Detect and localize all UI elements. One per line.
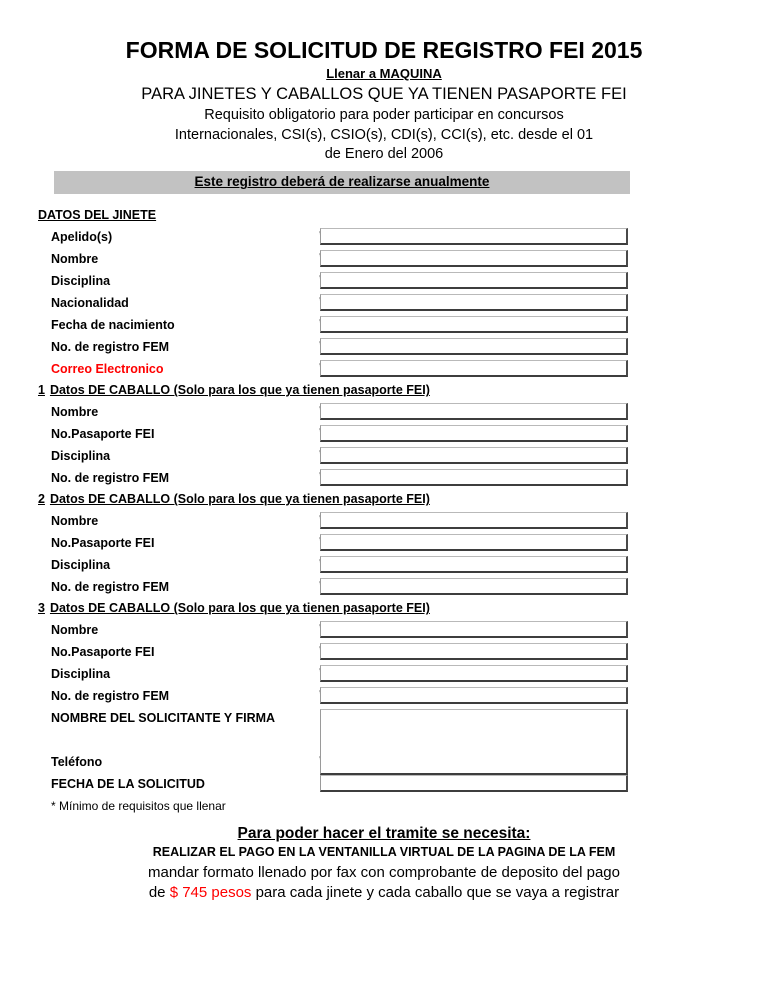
form-row	[38, 270, 768, 292]
field-label-horse3-disciplina: Disciplina	[51, 666, 111, 681]
input-fecha-solicitud[interactable]	[320, 775, 628, 792]
input-horse1-pasaporte[interactable]	[320, 425, 628, 442]
footer-line-2	[0, 883, 768, 903]
field-label-horse2-disciplina: Disciplina	[51, 557, 111, 572]
field-label-horse1-disciplina: Disciplina	[51, 448, 111, 463]
section-heading-rider	[38, 205, 768, 226]
subtitle-requisito-line1: Requisito obligatorio para poder participar en concursos	[204, 107, 564, 124]
footer-instructions	[0, 825, 768, 904]
input-horse2-registro-fem[interactable]	[320, 578, 628, 595]
form-row	[38, 685, 768, 707]
annual-notice-banner	[54, 171, 630, 194]
annual-notice-text: Este registro deberá de realizarse anualmente	[194, 174, 490, 190]
form-row	[38, 226, 768, 248]
form-row	[38, 336, 768, 358]
input-nombre-jinete[interactable]	[320, 250, 628, 267]
field-label-horse2-pasaporte: No.Pasaporte FEI	[51, 535, 155, 550]
input-horse2-disciplina[interactable]	[320, 556, 628, 573]
section-heading-horse-2-label: Datos DE CABALLO (Solo para los que ya tienen pasaporte FEI)	[49, 492, 430, 507]
form-row	[38, 248, 768, 270]
footer-line-2-suffix: para cada jinete y cada caballo que se vaya a registrar	[251, 884, 620, 902]
footer-line-2-prefix: de	[148, 884, 170, 902]
field-label-horse3-nombre: Nombre	[51, 622, 99, 637]
form-row	[38, 773, 768, 795]
input-horse1-disciplina[interactable]	[320, 447, 628, 464]
form-row	[38, 663, 768, 685]
section-number-1: 1	[38, 383, 45, 398]
section-heading-rider-label: DATOS DEL JINETE	[38, 208, 157, 223]
input-horse3-pasaporte[interactable]	[320, 643, 628, 660]
input-horse1-registro-fem[interactable]	[320, 469, 628, 486]
input-horse3-registro-fem[interactable]	[320, 687, 628, 704]
field-label-nacionalidad: Nacionalidad	[51, 295, 129, 310]
subtitle-requisito-line2: Internacionales, CSI(s), CSIO(s), CDI(s), CCI(s), etc. desde el 01	[174, 126, 594, 143]
form-row	[38, 401, 768, 423]
document-header	[0, 0, 768, 164]
form-row	[38, 423, 768, 445]
section-number-3: 3	[38, 601, 45, 616]
field-label-telefono: Teléfono	[51, 754, 103, 769]
input-fecha-nacimiento[interactable]	[320, 316, 628, 333]
field-label-horse3-pasaporte: No.Pasaporte FEI	[51, 644, 155, 659]
input-horse1-nombre[interactable]	[320, 403, 628, 420]
section-number-2: 2	[38, 492, 45, 507]
section-heading-horse-2	[38, 489, 768, 510]
annual-notice-banner-wrap	[0, 171, 768, 194]
field-label-horse1-registro-fem: No. de registro FEM	[51, 470, 170, 485]
form-row	[38, 314, 768, 336]
field-label-horse3-registro-fem: No. de registro FEM	[51, 688, 170, 703]
form-row	[38, 532, 768, 554]
field-label-horse1-pasaporte: No.Pasaporte FEI	[51, 426, 155, 441]
footer-payment-instruction: REALIZAR EL PAGO EN LA VENTANILLA VIRTUAL DE LA PAGINA DE LA FEM	[152, 845, 616, 860]
subtitle-requisito-line3: de Enero del 2006	[324, 146, 444, 163]
rider-fields	[38, 226, 768, 380]
form-row	[38, 292, 768, 314]
minimum-requirements-note: * Mínimo de requisitos que llenar	[51, 799, 226, 814]
form-row	[38, 510, 768, 532]
horse-1-fields	[38, 401, 768, 489]
footer-amount: $ 745 pesos	[169, 884, 252, 902]
footer-title: Para poder hacer el tramite se necesita:	[237, 824, 531, 842]
form-body	[0, 205, 768, 813]
form-row	[38, 467, 768, 489]
footer-line-1: mandar formato llenado por fax con comprobante de deposito del pago	[148, 863, 620, 881]
field-label-correo-electronico: Correo Electronico	[51, 361, 164, 376]
input-apelidos[interactable]	[320, 228, 628, 245]
input-registro-fem-jinete[interactable]	[320, 338, 628, 355]
field-label-horse2-nombre: Nombre	[51, 513, 99, 528]
section-heading-horse-1-label: Datos DE CABALLO (Solo para los que ya tienen pasaporte FEI)	[49, 383, 430, 398]
input-disciplina-jinete[interactable]	[320, 272, 628, 289]
signature-block	[38, 707, 768, 795]
form-row	[38, 358, 768, 380]
input-horse3-disciplina[interactable]	[320, 665, 628, 682]
horse-3-fields	[38, 619, 768, 707]
field-label-apelidos: Apelido(s)	[51, 229, 113, 244]
input-nacionalidad[interactable]	[320, 294, 628, 311]
subtitle-para-jinetes: PARA JINETES Y CABALLOS QUE YA TIENEN PASAPORTE FEI	[141, 84, 627, 103]
section-heading-horse-3	[38, 598, 768, 619]
field-label-nombre-jinete: Nombre	[51, 251, 99, 266]
form-row	[38, 619, 768, 641]
form-row	[38, 445, 768, 467]
form-row	[38, 554, 768, 576]
form-row	[38, 576, 768, 598]
field-label-nombre-solicitante: NOMBRE DEL SOLICITANTE Y FIRMA	[51, 710, 276, 725]
input-horse3-nombre[interactable]	[320, 621, 628, 638]
subtitle-llenar-a-maquina: Llenar a MAQUINA	[326, 65, 442, 81]
input-nombre-solicitante-firma[interactable]	[320, 709, 628, 775]
section-heading-horse-3-label: Datos DE CABALLO (Solo para los que ya tienen pasaporte FEI)	[49, 601, 430, 616]
field-label-fecha-solicitud: FECHA DE LA SOLICITUD	[51, 776, 205, 791]
page-title: FORMA DE SOLICITUD DE REGISTRO FEI 2015	[125, 37, 643, 63]
field-label-horse1-nombre: Nombre	[51, 404, 99, 419]
section-heading-horse-1	[38, 380, 768, 401]
field-label-fecha-nacimiento: Fecha de nacimiento	[51, 317, 175, 332]
input-correo-electronico[interactable]	[320, 360, 628, 377]
field-label-registro-fem-jinete: No. de registro FEM	[51, 339, 170, 354]
field-label-disciplina-jinete: Disciplina	[51, 273, 111, 288]
form-row	[38, 641, 768, 663]
input-horse2-nombre[interactable]	[320, 512, 628, 529]
field-label-horse2-registro-fem: No. de registro FEM	[51, 579, 170, 594]
input-horse2-pasaporte[interactable]	[320, 534, 628, 551]
horse-2-fields	[38, 510, 768, 598]
